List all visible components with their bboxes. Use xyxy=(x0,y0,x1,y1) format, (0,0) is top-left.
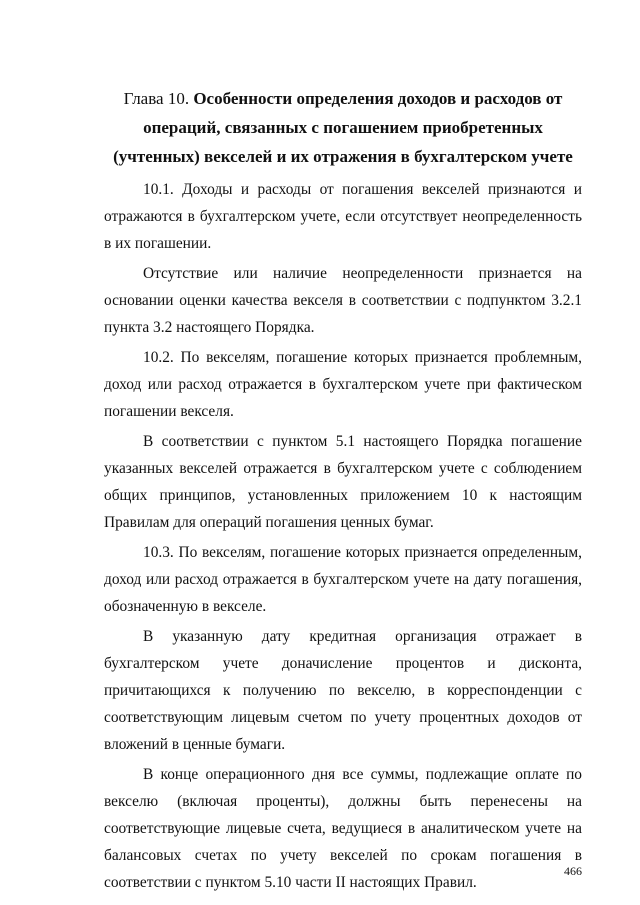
paragraph-10-2: 10.2. По векселям, погашение которых признается проблемным, доход или расход отражается в бухгалтерском учете при фактическом погашении векселя. xyxy=(104,349,582,420)
paragraph-accrual: В указанную дату кредитная организация отражает в бухгалтерском учете доначисление процентов и дисконта, причитающихся к получению по векселю, в корреспонденции с соответствующим лицевым счетом по учету процентных доходов от вложений в ценные бумаги. xyxy=(104,628,582,753)
chapter-title-line-3: (учтенных) векселей и их отражения в бухгалтерском учете xyxy=(113,147,573,166)
chapter-prefix: Глава 10. xyxy=(123,89,190,108)
paragraph-end-of-day: В конце операционного дня все суммы, подлежащие оплате по векселю (включая проценты), должны быть перенесены на соответствующие лицевые счета, ведущиеся в аналитическом учете на балансовых счетах по учету векселей по срокам погашения в соответствии с пунктом 5.10 части II настоящих Правил. xyxy=(104,766,582,891)
page-number: 466 xyxy=(564,864,582,878)
paragraph-10-3: 10.3. По векселям, погашение которых признается определенным, доход или расход отражается в бухгалтерском учете на дату погашения, обозначенную в векселе. xyxy=(104,544,582,615)
paragraph-5-1-reference: В соответствии с пунктом 5.1 настоящего Порядка погашение указанных векселей отражается в бухгалтерском учете с соблюдением общих принципов, установленных приложением 10 к настоящим Правилам для операций погашения ценных бумаг. xyxy=(104,433,582,531)
paragraph-10-1: 10.1. Доходы и расходы от погашения векселей признаются и отражаются в бухгалтерском учете, если отсутствует неопределенность в их погашении. xyxy=(104,181,582,252)
chapter-title xyxy=(104,84,582,171)
chapter-title-line-2: операций, связанных с погашением приобретенных xyxy=(143,118,543,137)
chapter-title-line-1: Особенности определения доходов и расходов от xyxy=(193,89,563,108)
document-page xyxy=(104,84,582,899)
paragraph-uncertainty: Отсутствие или наличие неопределенности признается на основании оценки качества векселя в соответствии с подпунктом 3.2.1 пункта 3.2 настоящего Порядка. xyxy=(104,265,582,336)
